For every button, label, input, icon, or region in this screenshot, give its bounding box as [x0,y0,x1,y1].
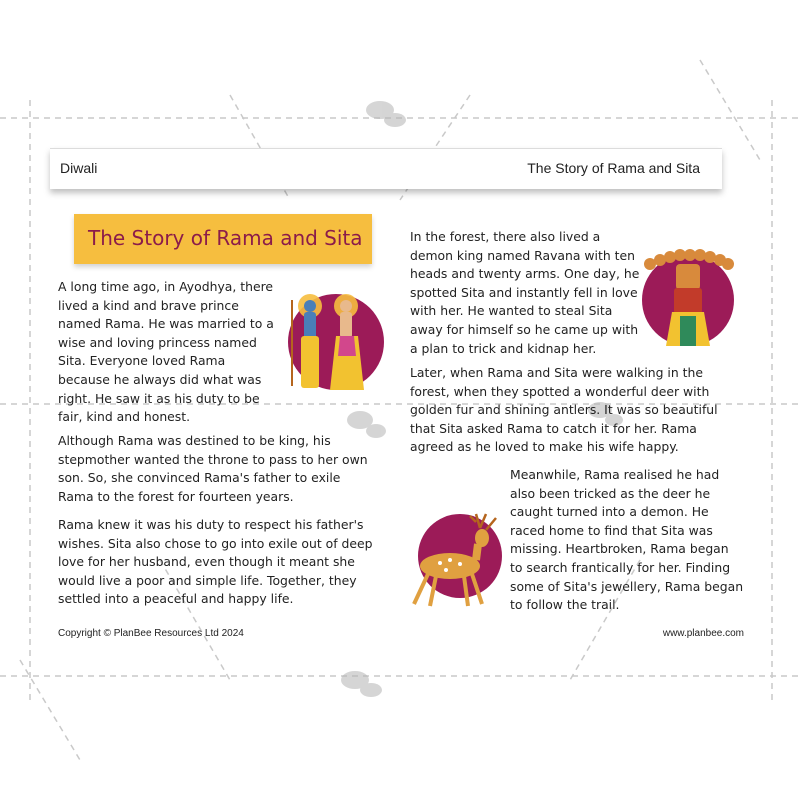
left-paragraph-2: Although Rama was destined to be king, his stepmother wanted the throne to pass to her own son. So, she convinced Rama's father to exile Rama to the forest for fourteen years. [58,433,368,504]
golden-deer-icon [406,508,514,612]
left-paragraph-3: Rama knew it was his duty to respect his father's wishes. Sita also chose to go into exile out of deep love for her husband, even though it meant she would live a poor and simple life. Together, they settled into a peaceful and happy life. [58,517,373,607]
header-subject: Diwali [60,160,98,176]
ravana-icon [636,242,740,350]
title-banner [74,214,372,264]
header-bar [50,148,722,189]
right-paragraph-2: Later, when Rama and Sita were walking in the forest, when they spotted a wonderful deer with golden fur and shining antlers. It was so beautiful that Sita asked Rama to catch it for her. Rama agreed as he loved to make his wife happy. [410,365,718,455]
header-topic: The Story of Rama and Sita [527,160,700,176]
right-paragraph-3: Meanwhile, Rama realised he had also been tricked as the deer he caught turned into a demon. He raced home to find that Sita was missing. Heartbroken, Rama began to search frantically for her. Finding some of Sita's jewellery, Rama began to follow the trail. [510,467,744,613]
right-paragraph-1: In the forest, there also lived a demon king named Ravana with ten heads and twenty arms. One day, he spotted Sita and instantly fell in love with her. He wanted to steal Sita away for himself so he came up with a plan to trick and kidnap her. [410,229,640,356]
rama-and-sita-icon [276,286,386,404]
website-link[interactable]: www.planbee.com [662,628,744,639]
left-paragraph-1: A long time ago, in Ayodhya, there lived a kind and brave prince named Rama. He was married to a wise and loving princess named Sita. Everyone loved Rama because he always did what was right. He saw it as his duty to be fair, kind and honest. [58,279,274,425]
page-title: The Story of Rama and Sita [88,226,363,250]
copyright-text: Copyright © PlanBee Resources Ltd 2024 [58,628,244,639]
